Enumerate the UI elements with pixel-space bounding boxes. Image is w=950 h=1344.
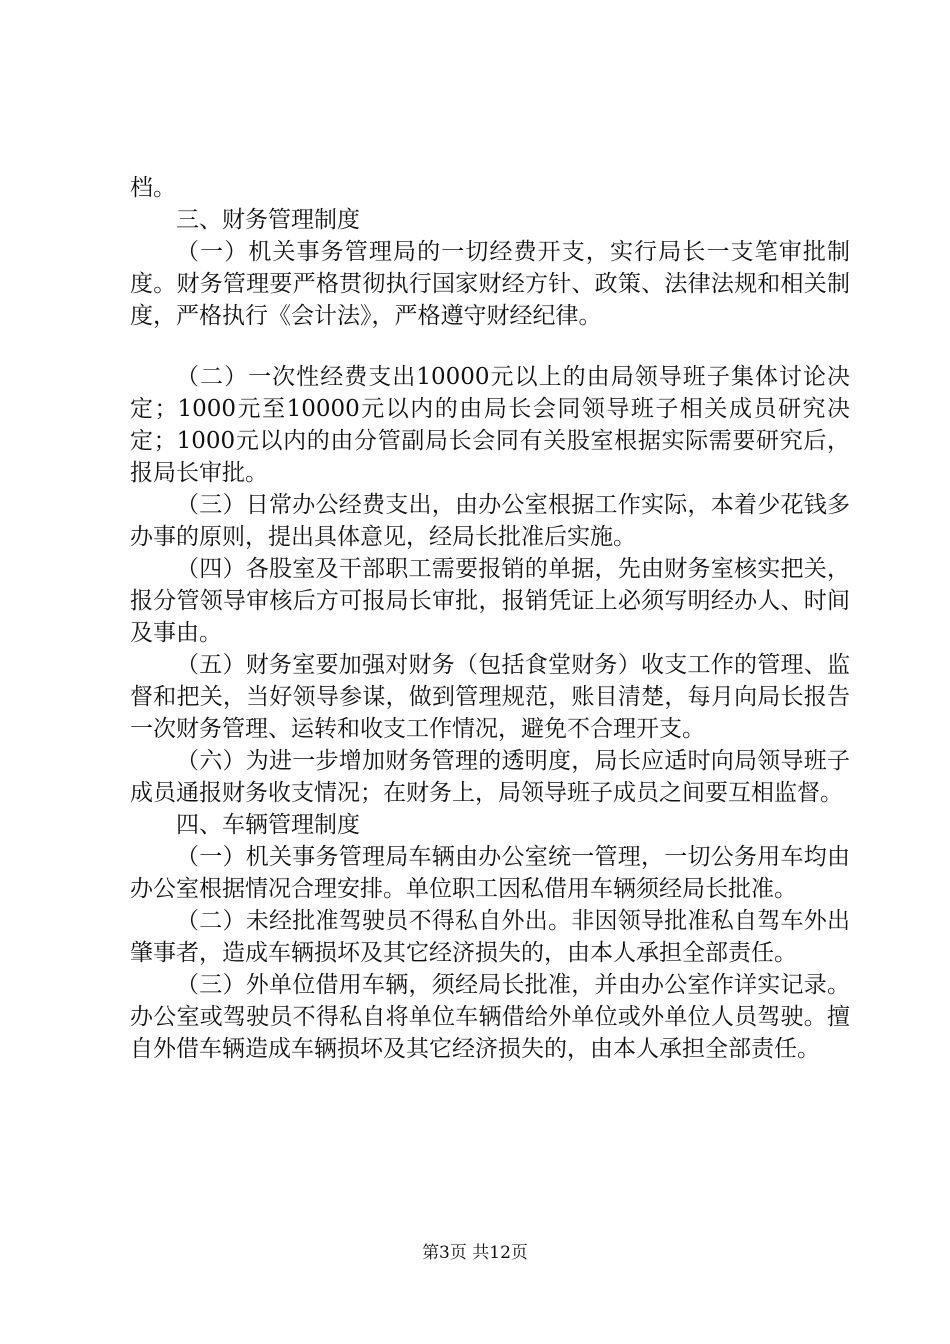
paragraph-continued: 档。: [130, 175, 176, 201]
paragraph-finance-6: （六）为进一步增加财务管理的透明度，局长应适时向局领导班子成员通报财务收支情况；在财务上，局领导班子成员之间要互相监督。: [130, 748, 850, 806]
paragraph-vehicles-1: （一）机关事务管理局车辆由办公室统一管理，一切公务用车均由办公室根据情况合理安排。单位职工因私借用车辆须经局长批准。: [130, 844, 850, 902]
document-body: [130, 172, 850, 1065]
paragraph-vehicles-2: （二）未经批准驾驶员不得私自外出。非因领导批准私自驾车外出肇事者，造成车辆损坏及其它经济损失的，由本人承担全部责任。: [130, 908, 850, 966]
section-heading-finance: 三、财务管理制度: [176, 207, 360, 233]
paragraph-finance-4: （四）各股室及干部职工需要报销的单据，先由财务室核实把关，报分管领导审核后方可报局长审批，报销凭证上必须写明经办人、时间及事由。: [130, 556, 850, 646]
paragraph-finance-2: （二）一次性经费支出10000元以上的由局领导班子集体讨论决定；1000元至10000元以内的由局长会同领导班子相关成员研究决定；1000元以内的由分管副局长会同有关股室根据实际需要研究后，报局长审批。: [130, 364, 850, 486]
paragraph-finance-5: （五）财务室要加强对财务（包括食堂财务）收支工作的管理、监督和把关，当好领导参谋，做到管理规范，账目清楚，每月向局长报告一次财务管理、运转和收支工作情况，避免不合理开支。: [130, 652, 850, 742]
paragraph-vehicles-3: （三）外单位借用车辆，须经局长批准，并由办公室作详实记录。办公室或驾驶员不得私自将单位车辆借给外单位或外单位人员驾驶。擅自外借车辆造成车辆损坏及其它经济损失的，由本人承担全部责任。: [130, 972, 850, 1062]
paragraph-finance-3: （三）日常办公经费支出，由办公室根据工作实际，本着少花钱多办事的原则，提出具体意见，经局长批准后实施。: [130, 492, 850, 550]
page-footer: [0, 1242, 950, 1264]
section-heading-vehicles: 四、车辆管理制度: [176, 812, 360, 838]
page-number: 第3页 共12页: [422, 1243, 528, 1263]
paragraph-finance-1: （一）机关事务管理局的一切经费开支，实行局长一支笔审批制度。财务管理要严格贯彻执行国家财经方针、政策、法律法规和相关制度，严格执行《会计法》，严格遵守财经纪律。: [130, 239, 850, 329]
